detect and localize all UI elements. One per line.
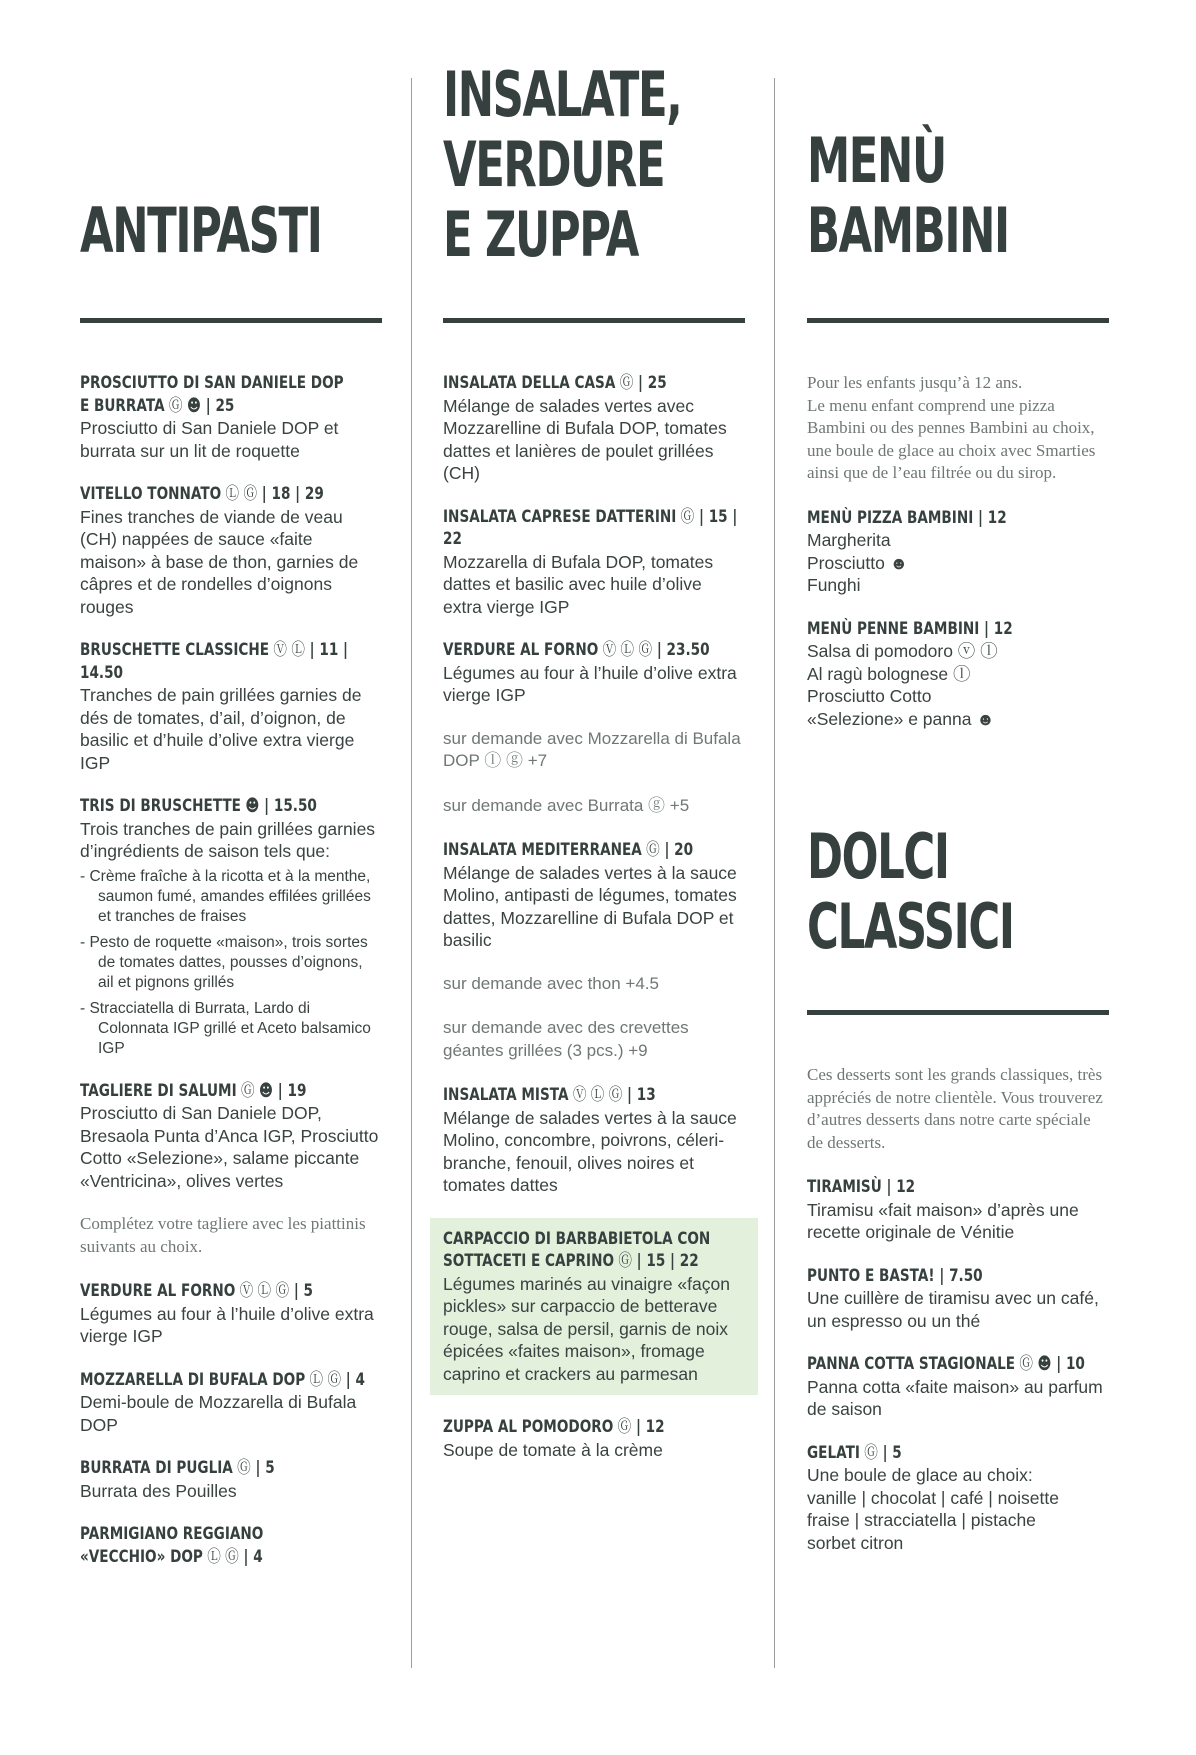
price-separator: | — [973, 507, 988, 528]
menu-item — [80, 1369, 382, 1437]
item-name: PROSCIUTTO DI SAN DANIELE DOP — [80, 373, 344, 393]
item-name: MENÙ PENNE BAMBINI — [807, 618, 980, 639]
menu-item — [807, 1353, 1109, 1421]
item-price: 12 — [993, 618, 1013, 639]
menu-item — [80, 639, 382, 774]
item-price: 5 — [265, 1458, 275, 1478]
item-name: BRUSCHETTE CLASSICHE — [80, 640, 270, 660]
item-description: Fines tranches de viande de veau (CH) nappées de sauce «faite maison» à base de thon, garnies de câpres et de rondelles d’oignons rouges — [80, 506, 359, 617]
item-description: Tiramisu «fait maison» d’après une recette originale de Vénitie — [807, 1199, 1079, 1242]
item-name: INSALATA MISTA — [443, 1085, 569, 1105]
item-option: Prosciutto Cotto — [807, 686, 932, 706]
menu-note: sur demande avec des crevettes géantes grillées (3 pcs.) +9 — [443, 1018, 689, 1060]
item-price: 18 | 29 — [271, 484, 324, 504]
heading-line: DOLCI — [807, 820, 949, 893]
item-description: Légumes au four à l’huile d’olive extra vierge IGP — [80, 1303, 374, 1346]
item-price: 12 — [987, 507, 1007, 528]
item-description: Soupe de tomate à la crème — [443, 1439, 663, 1460]
item-title — [807, 1176, 1109, 1199]
item-name: TRIS DI BRUSCHETTE — [80, 796, 241, 816]
price-separator: | — [934, 1265, 950, 1286]
menu-item — [443, 639, 745, 707]
item-title — [807, 1442, 1109, 1465]
heading-line: CLASSICI — [807, 890, 1014, 963]
allergen-icons: Ⓛ Ⓖ — [221, 484, 258, 504]
bullet-item: - Crème fraîche à la ricotta et à la menthe, saumon fumé, amandes effilées grillées et tranches de fraises — [80, 867, 371, 925]
menu-item — [807, 507, 1109, 597]
allergen-icons: Ⓛ Ⓖ — [305, 1369, 342, 1390]
item-title — [443, 372, 745, 395]
item-name: INSALATA DELLA CASA — [443, 373, 616, 393]
item-name: MENÙ PIZZA BAMBINI — [807, 507, 974, 528]
item-name: PANNA COTTA STAGIONALE — [807, 1354, 1016, 1374]
item-description: Légumes marinés au vinaigre «façon pickles» sur carpaccio de betterave rouge, salsa de persil, garnis de noix épicées «faites maison», fromage caprino et crackers au parmesan — [443, 1273, 730, 1384]
menu-note: sur demande avec thon +4.5 — [443, 973, 659, 993]
item-description: Une cuillère de tiramisu avec un café, un espresso ou un thé — [807, 1288, 1099, 1331]
antipasti-items — [80, 372, 382, 1589]
allergen-icons: ☻ — [240, 796, 260, 816]
item-name: E BURRATA — [80, 395, 165, 416]
item-price: 12 — [645, 1417, 665, 1437]
allergen-icons: Ⓥ Ⓛ Ⓖ — [598, 640, 653, 660]
bambini-heading — [807, 126, 1045, 266]
allergen-icons: Ⓖ — [232, 1458, 251, 1478]
allergen-icons: Ⓖ — [613, 1417, 632, 1437]
allergen-icons: Ⓖ — [859, 1442, 878, 1463]
price-separator: | — [631, 1251, 647, 1271]
item-description: Tranches de pain grillées garnies de dés de tomates, d’ail, d’oignon, de basilic et d’huile d’olive extra vierge IGP — [80, 685, 362, 773]
item-title — [807, 507, 1109, 530]
item-price: 10 — [1065, 1354, 1085, 1374]
allergen-icons: Ⓖ — [615, 373, 634, 393]
allergen-icons: Ⓖ — [676, 506, 695, 527]
price-separator: | — [631, 1417, 646, 1437]
item-price: 13 — [636, 1085, 656, 1105]
allergen-icons: Ⓖ — [614, 1251, 632, 1271]
bambini-rule — [807, 318, 1109, 323]
item-title — [443, 839, 745, 862]
item-title — [80, 1369, 382, 1392]
item-description: Panna cotta «faite maison» au parfum de saison — [807, 1376, 1103, 1419]
heading-line: VERDURE — [443, 128, 665, 201]
item-name: INSALATA MEDITERRANEA — [443, 840, 642, 860]
item-option: Funghi — [807, 575, 861, 595]
item-name: SOTTACETI E CAPRINO — [443, 1251, 615, 1271]
price-separator: | — [633, 373, 648, 393]
bullet-item: - Stracciatella di Burrata, Lardo di Colonnata IGP grillé et Aceto balsamico IGP — [80, 999, 371, 1057]
item-title — [80, 1080, 382, 1103]
item-description: Mélange de salades vertes à la sauce Molino, antipasti de légumes, tomates dattes, Mozzarelline di Bufala DOP et basilic — [443, 862, 737, 950]
item-description: Légumes au four à l’huile d’olive extra vierge IGP — [443, 662, 737, 705]
price-separator: | — [652, 640, 667, 660]
item-title — [443, 1228, 745, 1273]
item-title — [80, 483, 382, 506]
menu-item — [80, 1523, 382, 1568]
item-name: CARPACCIO DI BARBABIETOLA CON — [443, 1228, 711, 1249]
menu-note: Complétez votre tagliere avec les piattinis suivants au choix. — [80, 1214, 366, 1256]
item-price: 25 — [647, 373, 667, 393]
item-name: TAGLIERE DI SALUMI — [80, 1080, 237, 1101]
insalate-items — [443, 372, 745, 1482]
item-option: «Selezione» e panna ☻ — [807, 708, 995, 729]
item-title — [80, 1523, 382, 1568]
item-title — [80, 1457, 382, 1480]
dolci-heading — [807, 822, 1045, 962]
bullet-item: - Pesto de roquette «maison», trois sortes de tomates dattes, pousses d’oignons, ail et pignons grillés — [80, 933, 368, 991]
item-description: Prosciutto di San Daniele DOP et burrata sur un lit de roquette — [80, 418, 339, 461]
bambini-items — [807, 372, 1109, 751]
item-bullets — [80, 867, 382, 1059]
item-title — [443, 1416, 745, 1439]
price-separator: | — [259, 796, 274, 816]
column-divider-right — [774, 78, 775, 1668]
heading-line: MENÙ — [807, 124, 946, 197]
item-title — [443, 506, 745, 551]
price-separator: | — [622, 1085, 637, 1105]
item-name: PUNTO E BASTA! — [807, 1265, 935, 1286]
item-option: Al ragù bolognese ⓛ — [807, 663, 971, 684]
price-separator: | — [304, 640, 320, 660]
price-separator: | — [1051, 1354, 1066, 1374]
item-title — [80, 372, 382, 417]
item-description: Prosciutto di San Daniele DOP, Bresaola Punta d’Anca IGP, Prosciutto Cotto «Selezione», salame piccante «Ventricina», olives vertes — [80, 1103, 379, 1191]
menu-item — [443, 1084, 745, 1197]
item-price: 5 — [303, 1281, 313, 1301]
item-title — [807, 1265, 1109, 1288]
item-title — [80, 639, 382, 684]
allergen-icons: Ⓛ Ⓖ — [202, 1546, 239, 1567]
menu-item — [443, 506, 745, 619]
allergen-icons: Ⓥ Ⓛ Ⓖ — [235, 1281, 290, 1301]
menu-item — [807, 1176, 1109, 1244]
dolci-items — [807, 1064, 1109, 1575]
item-title — [80, 795, 382, 818]
heading-line: INSALATE, — [443, 58, 682, 131]
allergen-icons: Ⓖ ☻ — [1015, 1354, 1052, 1374]
item-name: TIRAMISÙ — [807, 1177, 882, 1197]
item-title — [80, 1280, 382, 1303]
insalate-heading — [443, 60, 681, 270]
price-separator: | — [201, 395, 216, 416]
item-description: Mozzarella di Bufala DOP, tomates dattes et basilic avec huile d’olive extra vierge IGP — [443, 551, 714, 617]
item-name: ZUPPA AL POMODORO — [443, 1417, 614, 1437]
price-separator: | — [979, 618, 994, 639]
menu-item — [807, 1442, 1109, 1555]
menu-note: Pour les enfants jusqu’à 12 ans. Le menu enfant comprend une pizza Bambini ou des pennes Bambini au choix, une boule de glace au choix avec Smarties ainsi que de l’eau filtrée ou du sirop. — [807, 373, 1096, 482]
item-price: 15.50 — [273, 796, 317, 816]
item-name: PARMIGIANO REGGIANO — [80, 1524, 264, 1544]
menu-note: Ces desserts sont les grands classiques, très appréciés de notre clientèle. Vous trouverez d’autres desserts dans notre carte spéciale de desserts. — [807, 1065, 1103, 1152]
item-option: Salsa di pomodoro ⓥ ⓛ — [807, 641, 998, 661]
item-description: Trois tranches de pain grillées garnies d’ingrédients de saison tels que: — [80, 818, 376, 861]
allergen-icons: Ⓥ Ⓛ Ⓖ — [568, 1085, 623, 1105]
allergen-icons: Ⓥ Ⓛ — [269, 640, 305, 660]
item-price: 15 | 22 — [443, 506, 738, 549]
menu-item — [443, 839, 745, 952]
price-separator: | — [257, 484, 272, 504]
menu-item — [80, 1457, 382, 1502]
price-separator: | — [659, 840, 675, 860]
item-name: VERDURE AL FORNO — [443, 640, 599, 660]
item-price: 5 — [892, 1442, 902, 1463]
insalate-rule — [443, 318, 745, 323]
price-separator: | — [273, 1080, 288, 1101]
menu-item — [443, 1416, 745, 1461]
price-separator: | — [341, 1369, 356, 1390]
item-name: MOZZARELLA DI BUFALA DOP — [80, 1369, 306, 1390]
item-price: 7.50 — [949, 1265, 983, 1286]
item-title — [443, 639, 745, 662]
menu-item — [80, 372, 382, 462]
item-price: 4 — [253, 1546, 263, 1567]
item-name: «VECCHIO» DOP — [80, 1546, 203, 1567]
item-price: 12 — [896, 1177, 916, 1197]
item-price: 20 — [674, 840, 694, 860]
menu-item — [80, 1080, 382, 1193]
menu-item — [430, 1218, 758, 1396]
item-price: 11 | 14.50 — [80, 640, 349, 683]
item-description: Une boule de glace au choix: vanille | chocolat | café | noisette fraise | stracciatella | pistache sorbet citron — [807, 1465, 1059, 1553]
item-name: INSALATA CAPRESE DATTERINI — [443, 506, 677, 527]
antipasti-heading — [80, 194, 322, 267]
heading-line: E ZUPPA — [443, 198, 638, 271]
item-price: 23.50 — [666, 640, 710, 660]
price-separator: | — [289, 1281, 304, 1301]
item-title — [807, 618, 1109, 641]
item-price: 25 — [215, 395, 235, 416]
allergen-icons: Ⓖ — [641, 840, 660, 860]
price-separator: | — [877, 1442, 893, 1463]
item-option: Prosciutto ☻ — [807, 552, 909, 573]
menu-note: sur demande avec Burrata ⓖ +5 — [443, 795, 690, 815]
item-price: 4 — [355, 1369, 365, 1390]
menu-item — [807, 1265, 1109, 1333]
column-divider-left — [411, 78, 412, 1668]
price-separator: | — [250, 1458, 266, 1478]
item-title — [443, 1084, 745, 1107]
heading-line: ANTIPASTI — [80, 194, 322, 267]
item-description: Mélange de salades vertes à la sauce Molino, concombre, poivrons, céleri-branche, fenouil, olives noires et tomates dattes — [443, 1107, 737, 1195]
item-name: VITELLO TONNATO — [80, 484, 222, 504]
item-price: 19 — [287, 1080, 307, 1101]
menu-item — [80, 1280, 382, 1348]
price-separator: | — [694, 506, 709, 527]
item-option: Margherita — [807, 530, 891, 550]
menu-item — [807, 618, 1109, 731]
item-name: BURRATA DI PUGLIA — [80, 1458, 233, 1478]
item-description: Burrata des Pouilles — [80, 1480, 237, 1501]
menu-item — [443, 372, 745, 485]
item-name: GELATI — [807, 1442, 860, 1463]
item-description: Mélange de salades vertes avec Mozzarelline di Bufala DOP, tomates dattes et lanières de poulet grillées (CH) — [443, 395, 727, 483]
menu-item — [80, 483, 382, 618]
item-description: Demi-boule de Mozzarella di Bufala DOP — [80, 1392, 357, 1435]
antipasti-rule — [80, 318, 382, 323]
heading-line: BAMBINI — [807, 194, 1009, 267]
allergen-icons: Ⓖ ☻ — [164, 395, 202, 416]
item-title — [807, 1353, 1109, 1376]
price-separator: | — [881, 1177, 897, 1197]
dolci-rule — [807, 1010, 1109, 1015]
item-name: VERDURE AL FORNO — [80, 1281, 236, 1301]
menu-item — [80, 795, 382, 1059]
item-price: 15 | 22 — [646, 1251, 699, 1271]
menu-note: sur demande avec Mozzarella di Bufala DOP ⓛ ⓖ +7 — [443, 728, 741, 770]
price-separator: | — [238, 1546, 254, 1567]
allergen-icons: Ⓖ ☻ — [236, 1080, 274, 1101]
